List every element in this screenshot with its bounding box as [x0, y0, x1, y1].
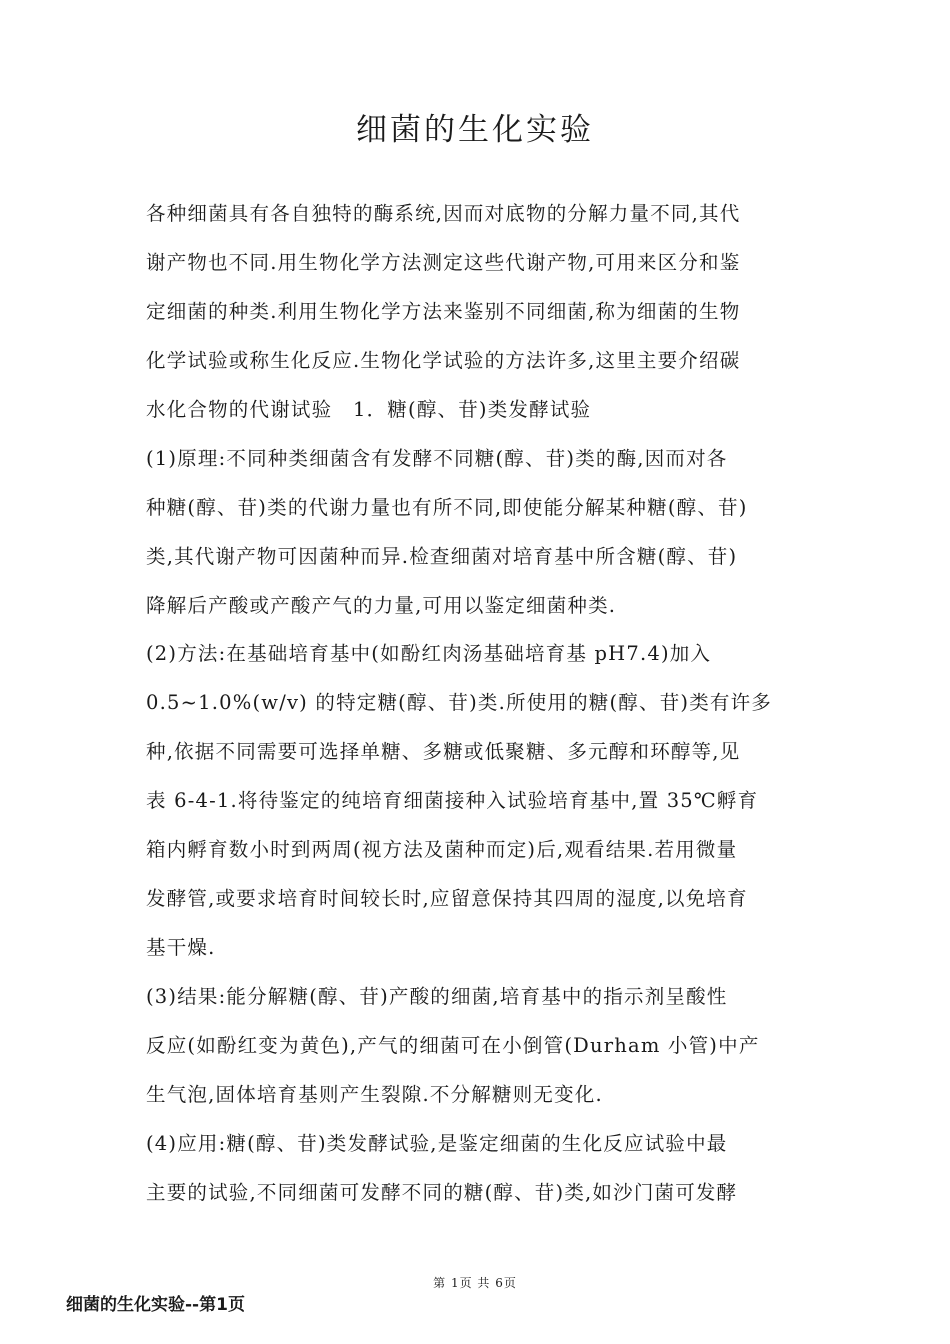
paragraph-line: 生气泡,固体培育基则产生裂隙.不分解糖则无变化.: [146, 1082, 603, 1106]
paragraph-line: 箱内孵育数小时到两周(视方法及菌种而定)后,观看结果.若用微量: [146, 838, 738, 862]
page-title: 细菌的生化实验: [356, 112, 594, 148]
paragraph-line: 各种细菌具有各自独特的酶系统,因而对底物的分解力量不同,其代: [146, 202, 741, 225]
paragraph-line: 定细菌的种类.利用生物化学方法来鉴别不同细菌,称为细菌的生物: [146, 299, 741, 323]
paragraph-line: 反应(如酚红变为黄色),产气的细菌可在小倒管(Durham 小管)中产: [146, 1033, 760, 1057]
paragraph-line: (3)结果:能分解糖(醇、苷)产酸的细菌,培育基中的指示剂呈酸性: [146, 985, 728, 1008]
paragraph-line: 0.5~1.0%(w/v) 的特定糖(醇、苷)类.所使用的糖(醇、苷)类有许多: [146, 691, 773, 715]
footer-label: 细菌的生化实验--第1页: [66, 1295, 245, 1315]
body-text: [146, 190, 806, 1218]
paragraph-line: 表 6-4-1.将待鉴定的纯培育细菌接种入试验培育基中,置 35℃孵育: [146, 789, 759, 813]
paragraph-line: 化学试验或称生化反应.生物化学试验的方法许多,这里主要介绍碳: [146, 348, 741, 372]
paragraph-line: 种糖(醇、苷)类的代谢力量也有所不同,即使能分解某种糖(醇、苷): [146, 495, 748, 519]
paragraph-line: (4)应用:糖(醇、苷)类发酵试验,是鉴定细菌的生化反应试验中最: [146, 1131, 728, 1155]
page-number: 第 1页 共 6页: [433, 1276, 517, 1290]
paragraph-line: (2)方法:在基础培育基中(如酚红肉汤基础培育基 pH7.4)加入: [146, 642, 712, 666]
paragraph-line: 种,依据不同需要可选择单糖、多糖或低聚糖、多元醇和环醇等,见: [146, 740, 741, 764]
paragraph-line: 水化合物的代谢试验 1．糖(醇、苷)类发酵试验: [146, 397, 592, 421]
paragraph-line: 发酵管,或要求培育时间较长时,应留意保持其四周的湿度,以免培育: [146, 887, 748, 911]
paragraph-line: (1)原理:不同种类细菌含有发酵不同糖(醇、苷)类的酶,因而对各: [146, 446, 728, 470]
paragraph-line: 基干燥.: [146, 936, 216, 960]
paragraph-line: 谢产物也不同.用生物化学方法测定这些代谢产物,可用来区分和鉴: [146, 250, 741, 274]
paragraph-line: 类,其代谢产物可因菌种而异.检查细菌对培育基中所含糖(醇、苷): [146, 544, 738, 568]
paragraph-line: 降解后产酸或产酸产气的力量,可用以鉴定细菌种类.: [146, 593, 617, 617]
paragraph-line: 主要的试验,不同细菌可发酵不同的糖(醇、苷)类,如沙门菌可发酵: [146, 1180, 738, 1204]
